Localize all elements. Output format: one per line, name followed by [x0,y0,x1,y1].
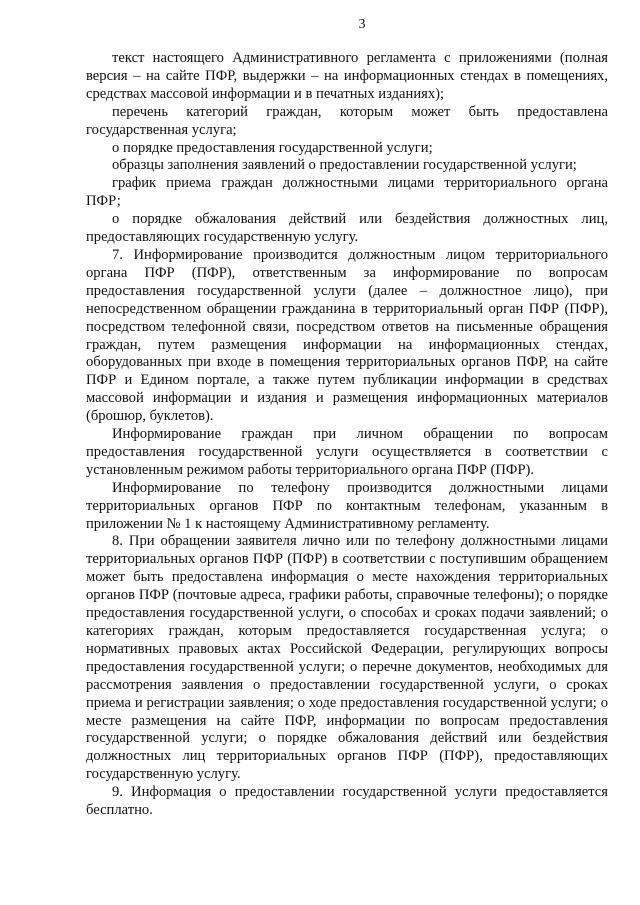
document-body [86,50,608,820]
paragraph-section-8: 8. При обращении заявителя лично или по телефону должностными лицами территориальных органов ПФР (ПФР) в соответствии с поступившим обращением может быть предоставлена информация о месте нахождения территориальных органов ПФР (почтовые адреса, графики работы, справочные телефоны); о порядке предоставления государственной услуги, о способах и сроках подачи заявлений; о категориях граждан, которым предоставляется государственная услуга; о нормативных правовых актах Российской Федерации, регулирующих вопросы предоставления государственной услуги; о перечне документов, необходимых для рассмотрения заявления о предоставлении государственной услуги, о сроках приема и регистрации заявления; о ходе предоставления государственной услуги; о месте размещения на сайте ПФР, информации по вопросам предоставления государственной услуги; о порядке обжалования действий или бездействия должностных лиц территориальных органов ПФР (ПФР), предоставляющих государственную услугу. [86,533,608,783]
paragraph: текст настоящего Административного регламента с приложениями (полная версия – на сайте ПФР, выдержки – на информационных стендах в помещениях, средствах массовой информации и в печатных изданиях); [86,50,608,102]
page-number: 3 [358,17,366,32]
paragraph: перечень категорий граждан, которым может быть предоставлена государственная услуга; [86,103,608,138]
paragraph: Информирование граждан при личном обращении по вопросам предоставления государственной услуги осуществляется в соответствии с установленным режимом работы территориального органа ПФР (ПФР). [86,426,608,478]
paragraph-section-9: 9. Информация о предоставлении государственной услуги предоставляется бесплатно. [86,784,608,819]
paragraph: Информирование по телефону производится должностными лицами территориальных органов ПФР по контактным телефонам, указанным в приложении № 1 к настоящему Административному регламенту. [86,479,608,532]
paragraph: о порядке предоставления государственной услуги; [112,139,433,156]
paragraph: о порядке обжалования действий или бездействия должностных лиц, предоставляющих государственную услугу. [86,211,608,246]
paragraph: график приема граждан должностными лицами территориального органа ПФР; [86,175,608,210]
paragraph-section-7: 7. Информирование производится должностным лицом территориального органа ПФР (ПФР), ответственным за информирование по вопросам предоставления государственной услуги (далее – должностное лицо), при непосредственном обращении гражданина в территориальный орган ПФР (ПФР), посредством телефонной связи, посредством ответов на письменные обращения граждан, путем размещения информации на информационных стендах, оборудованных при входе в помещения территориальных органов ПФР, на сайте ПФР и Едином портале, а также путем публикации информации в средствах массовой информации и издания и размещения информационных материалов (брошюр, буклетов). [86,246,608,425]
paragraph: образцы заполнения заявлений о предоставлении государственной услуги; [112,157,577,174]
